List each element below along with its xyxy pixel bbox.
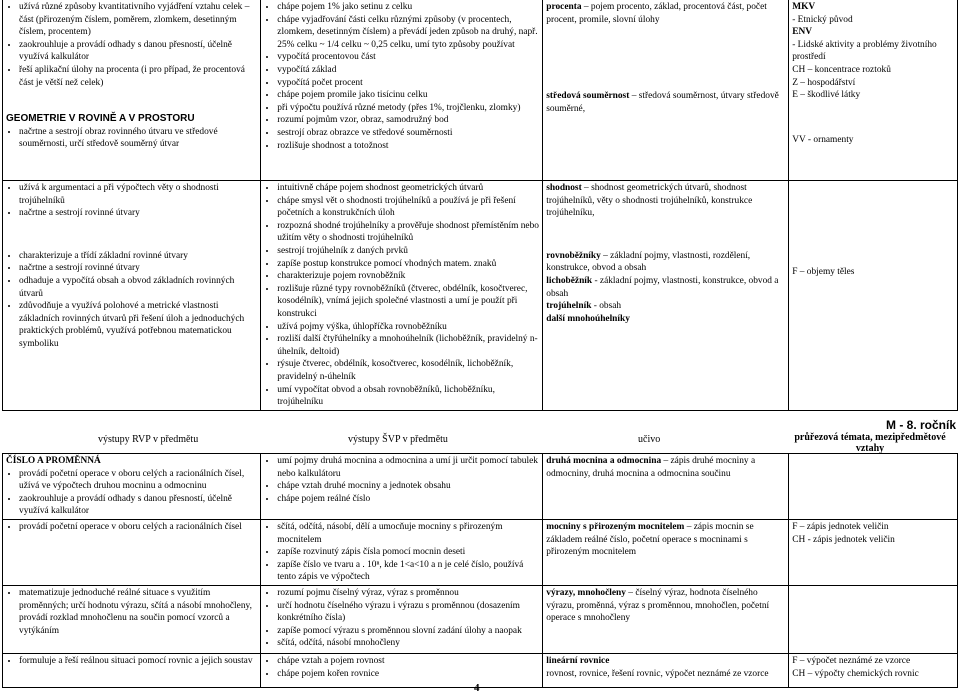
svp-outcomes-cell [261,653,543,687]
svp-outcomes-cell [261,0,543,181]
topic-term: výrazy, mnohočleny [546,587,626,598]
svp-outcomes-cell [261,454,543,520]
topic-text: – zápis mocnin se základem reálné číslo, početní operace s mocninami s přirozeným mocnitelem [546,521,754,558]
list-item: • umí vypočítat obvod a obsah rovnoběžníků, lichoběžníku, trojúhelníku [277,384,539,409]
list-item: • zapíše pomocí výrazu s proměnnou slovní zadání úlohy a naopak [277,625,539,638]
svp-list [264,521,539,584]
cc-line: - Etnický původ [792,14,853,25]
list-item: • formuluje a řeší reálnou situaci pomocí rovnic a jejich soustav [19,655,257,668]
topic-text: – zápis druhé mocniny a odmocniny, druhá mocnina a odmocnina součinu [546,456,756,479]
cc-line: CH – výpočty chemických rovnic [792,668,919,679]
list-item: • chápe smysl vět o shodnosti trojúhelníků a používá je při řešení početních a konstrukčních úloh [277,195,539,220]
topic-term: druhá mocnina a odmocnina [546,456,662,466]
curriculum-paragraph: další mnohoúhelníky [546,313,630,324]
cc-line: Z – hospodářství [792,77,856,88]
table-row [3,0,958,181]
curriculum-cell [543,519,789,585]
cc-line: ENV [792,27,813,38]
list-item: • rozumí pojmu číselný výraz, výraz s proměnnou [277,587,539,600]
rvp-list [6,182,257,220]
crosscurricular-cell [789,519,958,585]
svp-outcomes-cell [261,181,543,411]
table-row [3,454,958,520]
topic-text: – středová souměrnost, útvary středově souměrné, [546,91,779,114]
list-item: • intuitivně chápe pojem shodnost geometrických útvarů [277,182,539,195]
crosscurricular-cell [789,653,958,687]
cc-line: MKV [792,2,816,12]
rvp-list [6,1,257,89]
curriculum-paragraph [546,300,785,313]
topic-term: trojúhelník [546,301,592,312]
rvp-outcomes-cell [3,653,261,687]
section-title: GEOMETRIE V ROVINĚ A V PROSTORU [6,113,195,125]
list-item: • rozpozná shodné trojúhelníky a prověřuje shodnost přemístěním nebo užitím věty o shodnosti trojúhelníků [277,220,539,245]
topic-term: mocniny s přirozeným mocnitelem [546,521,685,532]
list-item: • řeší aplikační úlohy na procenta (i pro případ, že procentová část je větší než celek) [19,64,257,89]
topic-text: – pojem procento, základ, procentová část, počet procent, promile, slovní úlohy [546,2,767,25]
list-item: • sestrojí trojúhelník z daných prvků [277,245,539,258]
list-item: • matematizuje jednoduché reálné situace s využitím proměnných; určí hodnotu výrazu, sčítá a násobí mnohočleny, provádí rozklad mnohočlenu na součin pomocí vzorců a vytýkáním [19,587,257,637]
curriculum-paragraph [546,182,785,220]
list-item: • rozumí pojmům vzor, obraz, samodružný bod [277,114,539,127]
curriculum-paragraph [546,455,785,480]
curriculum-cell [543,585,789,653]
list-item: • rozliší další čtyřúhelníky a mnohoúhelník (lichoběžník, pravidelný n-úhelník, deltoid) [277,333,539,358]
topic-term: středová souměrnost [546,91,630,102]
rvp-outcomes-cell [3,519,261,585]
svp-list [264,1,539,152]
list-item: • užívá pojmy výška, úhlopříčka rovnoběžníku [277,321,539,334]
cc-line: F – zápis jednotek veličin [792,521,889,532]
svp-list [264,655,539,680]
curriculum-paragraph [546,275,785,300]
curriculum-cell [543,181,789,411]
list-item: • zdůvodňuje a využívá polohové a metrické vlastnosti základních rovinných útvarů při řešení úloh a jednoduchých praktických problémů, využívá potřebnou matematickou symboliku [19,300,257,350]
crosscurricular-cell [789,181,958,411]
topic-text: - obsah [591,301,622,312]
svp-list [264,182,539,409]
list-item: • sčítá, odčítá, násobí mnohočleny [277,637,539,650]
topic-term: procenta [546,2,582,12]
cc-line: F – výpočet neznámé ze vzorce [792,655,911,666]
list-item: • sčítá, odčítá, násobí, dělí a umocňuje mocniny s přirozeným mocnitelem [277,521,539,546]
list-item: • načrtne a sestrojí obraz rovinného útvaru ve středové souměrnosti, určí středově souměrný útvar [19,126,257,151]
list-item: • umí pojmy druhá mocnina a odmocnina a umí ji určit pomocí tabulek nebo kalkulátoru [277,455,539,480]
column-header: výstupy RVP v předmětu [98,434,199,445]
curriculum-paragraph [546,587,785,625]
column-header: učivo [638,434,661,445]
curriculum-paragraph [546,250,785,275]
rvp-list [6,655,257,668]
table-row [3,519,958,585]
list-item: • vypočítá procentovou část [277,51,539,64]
cc-line: CH – koncentrace roztoků [792,64,891,75]
rvp-list [6,468,257,518]
svp-list [264,587,539,650]
svp-outcomes-cell [261,519,543,585]
curriculum-cell [543,454,789,520]
list-item: • načrtne a sestrojí rovinné útvary [19,262,257,275]
list-item: • vypočítá základ [277,64,539,77]
rvp-outcomes-cell [3,454,261,520]
cc-line: - Lidské aktivity a problémy životního prostředí [792,39,937,63]
cc-line: E – škodlivé látky [792,90,861,101]
list-item: • užívá k argumentaci a při výpočtech věty o shodnosti trojúhelníků [19,182,257,207]
list-item: • chápe pojem kořen rovnice [277,668,539,681]
cc-line: VV - ornamenty [792,134,854,145]
list-item: • zaokrouhluje a provádí odhady s danou přesností, účelně využívá kalkulátor [19,493,257,518]
curriculum-table-top [2,0,958,411]
curriculum-paragraph [546,1,785,26]
topic-term: shodnost [546,183,582,193]
crosscurricular-cell [789,0,958,181]
table-row [3,181,958,411]
list-item: • načrtne a sestrojí rovinné útvary [19,207,257,220]
list-item: • chápe pojem reálné číslo [277,493,539,506]
crosscurricular-cell [789,454,958,520]
topic-text: – shodnost geometrických útvarů, shodnost trojúhelníků, věty o shodnosti trojúhelníků, konstrukce trojúhelníku, [546,183,753,219]
list-item: • určí hodnotu číselného výrazu i výrazu s proměnnou (dosazením konkrétního čísla) [277,600,539,625]
list-item: • rýsuje čtverec, obdélník, kosočtverec, kosodélník, lichoběžník, pravidelný n-úhelník [277,358,539,383]
list-item: • chápe vztah druhé mocniny a jednotek obsahu [277,480,539,493]
rvp-list [6,250,257,351]
list-item: • při výpočtu používá různé metody (přes 1%, trojčlenku, zlomky) [277,102,539,115]
list-item: • zaokrouhluje a provádí odhady s danou přesností, účelně využívá kalkulátor [19,39,257,64]
table-row [3,585,958,653]
list-item: • chápe pojem promile jako tisícinu celku [277,89,539,102]
svp-outcomes-cell [261,585,543,653]
list-item: • chápe vyjadřování části celku různými způsoby (v procentech, zlomkem, desetinným číslem) a převádí jeden způsob na druhý, např. 25% celku ~ 1/4 celku ~ 0,25 celku, umí tyto způsoby používat [277,14,539,52]
list-item: • charakterizuje a třídí základní rovinné útvary [19,250,257,263]
topic-term: lineární rovnice [546,655,610,666]
list-item: • chápe pojem 1% jako setinu z celku [277,1,539,14]
list-item: • odhaduje a vypočítá obsah a obvod základních rovinných útvarů [19,275,257,300]
curriculum-cell [543,653,789,687]
rvp-list [6,126,257,151]
page-number: 4 [474,682,480,694]
curriculum-paragraph [546,521,785,559]
topic-text: – základní pojmy, vlastnosti, rozdělení, konstrukce, obvod a obsah [546,250,751,274]
rvp-list [6,587,257,637]
rvp-outcomes-cell [3,0,261,181]
table-row [3,653,958,687]
cc-line: CH - zápis jednotek veličin [792,534,895,545]
grade-title: M - 8. ročník [885,418,956,432]
rvp-list [6,521,257,534]
rvp-outcomes-cell [3,181,261,411]
column-header: výstupy ŠVP v předmětu [348,434,448,445]
column-header: průřezová témata, mezipředmětové vztahy [794,432,946,454]
list-item: • užívá různé způsoby kvantitativního vyjádření vztahu celek – část (přirozeným číslem, poměrem, zlomkem, desetinným číslem, procentem) [19,1,257,39]
list-item: • provádí početní operace v oboru celých a racionálních čísel [19,521,257,534]
list-item: • vypočítá počet procent [277,77,539,90]
list-item: • sestrojí obraz obrazce ve středové souměrnosti [277,127,539,140]
topic-term: lichoběžník [546,275,593,286]
list-item: • rozlišuje různé typy rovnoběžníků (čtverec, obdélník, kosočtverec, kosodélník), vnímá jejich společné vlastnosti a umí je použít při konstrukci [277,283,539,321]
curriculum-paragraph [546,90,785,115]
list-item: • zapíše postup konstrukce pomocí vhodných matem. znaků [277,258,539,271]
svp-list [264,455,539,505]
topic-text: rovnost, rovnice, řešení rovnic, výpočet neznámé ze vzorce [546,668,769,679]
list-item: • zapíše rozvinutý zápis čísla pomocí mocnin deseti [277,546,539,559]
list-item: • zapíše číslo ve tvaru a . 10ⁿ, kde 1<a<10 a n je celé číslo, používá tento zápis ve výpočtech [277,559,539,584]
curriculum-cell [543,0,789,181]
crosscurricular-cell [789,585,958,653]
cc-line: F – objemy těles [792,267,855,277]
topic-text: – číselný výraz, hodnota číselného výrazu, proměnná, výraz s proměnnou, mnohočlen, početní operace s mnohočleny [546,587,770,624]
section-title: ČÍSLO A PROMĚNNÁ [6,456,101,466]
rvp-outcomes-cell [3,585,261,653]
list-item: • provádí početní operace v oboru celých a racionálních čísel, užívá ve výpočtech druhou mocninu a odmocninu [19,468,257,493]
curriculum-table-bottom [2,453,958,688]
list-item: • rozlišuje shodnost a totožnost [277,140,539,153]
list-item: • charakterizuje pojem rovnoběžník [277,270,539,283]
topic-text: - základní pojmy, vlastnosti, konstrukce, obvod a obsah [546,275,779,299]
topic-term: rovnoběžníky [546,250,601,261]
list-item: • chápe vztah a pojem rovnost [277,655,539,668]
